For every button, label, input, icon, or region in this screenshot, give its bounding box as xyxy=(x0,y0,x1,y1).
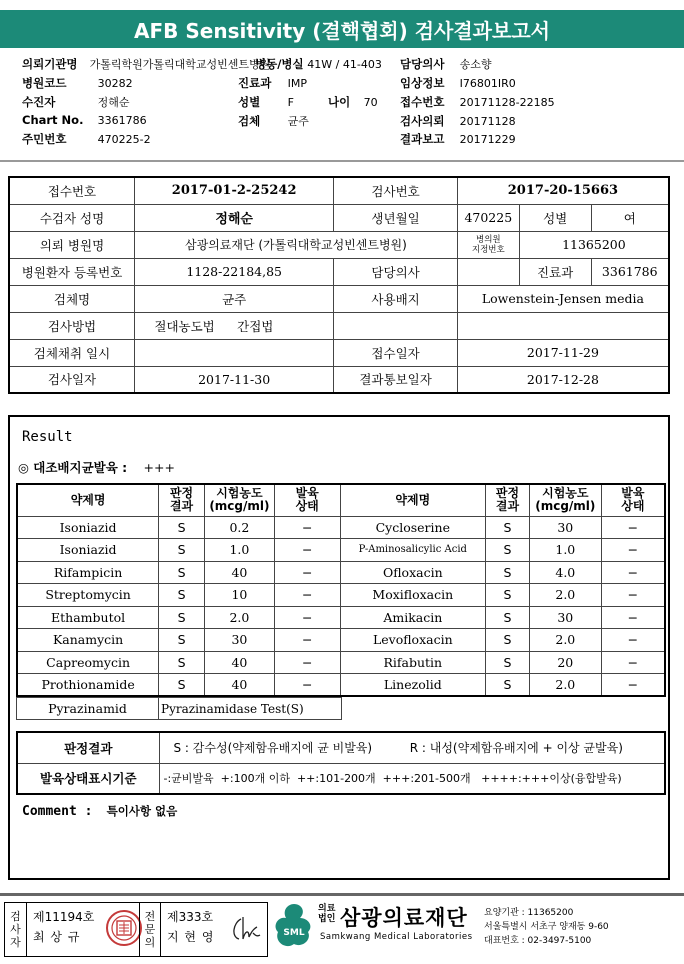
drug-concentration: 1.0 xyxy=(204,539,274,562)
drug-growth: − xyxy=(274,584,340,607)
method-value-1: 절대농도법 xyxy=(134,312,234,339)
ward-label: 병동/병실 xyxy=(255,57,304,71)
signature-box xyxy=(4,902,268,957)
birth-label: 생년월일 xyxy=(334,204,458,231)
judge-legend-text xyxy=(159,732,665,763)
specimen-field xyxy=(238,113,309,129)
comment-value: 특이사항 없음 xyxy=(106,804,178,818)
drug-result: S xyxy=(159,584,205,607)
name-label: 수검자 성명 xyxy=(9,204,134,231)
drug-name: Capreomycin xyxy=(17,651,159,674)
drug-growth: − xyxy=(601,629,665,652)
name-value: 정해순 xyxy=(134,204,333,231)
designated-label-line1: 병의원 xyxy=(475,234,501,245)
drug-growth: − xyxy=(601,674,665,697)
notify-date-label: 결과통보일자 xyxy=(334,366,458,393)
hospital-code-value: 30282 xyxy=(97,77,133,90)
hospital-code-field xyxy=(22,75,133,91)
specimen-value: 균주 xyxy=(287,115,309,128)
drug-name: Rifabutin xyxy=(340,651,486,674)
pza-result: Pyrazinamidase Test(S) xyxy=(159,698,342,720)
receipt-value: 20171128-22185 xyxy=(459,96,555,109)
reg-no-value: 1128-22184,85 xyxy=(134,258,333,285)
drug-growth: − xyxy=(601,561,665,584)
receipt-no-label: 접수번호 xyxy=(9,177,134,204)
drug-concentration: 40 xyxy=(204,561,274,584)
drug-name: Linezolid xyxy=(340,674,486,697)
drug-name: Moxifloxacin xyxy=(340,584,486,607)
pyrazinamide-table xyxy=(16,697,342,720)
sex-label: 성별 xyxy=(238,95,261,109)
drug-name: Streptomycin xyxy=(17,584,159,607)
growth-header xyxy=(601,484,665,516)
drug-concentration: 40 xyxy=(204,651,274,674)
patient-field xyxy=(22,94,130,110)
drug-concentration: 4.0 xyxy=(529,561,601,584)
collect-date-value xyxy=(134,339,333,366)
drug-header: 약제명 xyxy=(17,484,159,516)
info-row xyxy=(9,231,669,258)
conc-header xyxy=(529,484,601,516)
drug-result: S xyxy=(159,606,205,629)
drug-table-header xyxy=(17,484,665,516)
test-no-value: 2017-20-15663 xyxy=(457,177,669,204)
collect-date-label: 검체채취 일시 xyxy=(9,339,134,366)
growth-legend-text: -:균비발육 +:100개 이하 ++:101-200개 +++:201-500개 ++++:+++이상(융합발육) xyxy=(159,763,665,794)
comment-label: Comment : xyxy=(22,804,93,819)
judge-header-line1: 판정 xyxy=(169,486,194,501)
drug-result: S xyxy=(159,516,205,539)
test-no-label: 검사번호 xyxy=(334,177,458,204)
drug-name: Prothionamide xyxy=(17,674,159,697)
growth-header-line2: 상태 xyxy=(295,499,319,514)
drug-concentration: 2.0 xyxy=(204,606,274,629)
drug-name: Kanamycin xyxy=(17,629,159,652)
received-date-label: 접수일자 xyxy=(334,339,458,366)
ward-field xyxy=(255,56,382,72)
department-value: 3361786 xyxy=(591,258,669,285)
judge-header-line2: 결과 xyxy=(495,499,520,514)
specialist-info xyxy=(167,907,214,947)
department-label: 진료과 xyxy=(519,258,591,285)
institution-code: 요양기관 : 11365200 xyxy=(484,908,574,918)
drug-concentration: 2.0 xyxy=(529,584,601,607)
hospital-code-label: 병원코드 xyxy=(22,76,67,90)
drug-concentration: 40 xyxy=(204,674,274,697)
judge-header-line2: 결과 xyxy=(169,499,194,514)
corporation-label-line1: 의료 xyxy=(318,904,336,914)
drug-concentration: 2.0 xyxy=(529,629,601,652)
clinical-label: 임상정보 xyxy=(400,76,445,90)
drug-result: S xyxy=(159,651,205,674)
receipt-field xyxy=(400,94,555,110)
patient-info-table xyxy=(8,176,670,394)
legend-table xyxy=(16,731,666,795)
chart-field xyxy=(22,113,147,127)
drug-result: S xyxy=(159,629,205,652)
info-row xyxy=(9,285,669,312)
result-section xyxy=(8,415,670,880)
drug-row xyxy=(17,606,665,629)
control-symbol: ◎ xyxy=(18,460,29,475)
judge-header xyxy=(486,484,530,516)
drug-name: Amikacin xyxy=(340,606,486,629)
drug-growth: − xyxy=(601,539,665,562)
drug-growth: − xyxy=(601,606,665,629)
info-row xyxy=(9,366,669,393)
sex-value: F xyxy=(287,96,294,109)
request-field xyxy=(400,113,516,129)
result-title: Result xyxy=(22,429,73,445)
drug-concentration: 1.0 xyxy=(529,539,601,562)
drug-concentration: 0.2 xyxy=(204,516,274,539)
drug-result: S xyxy=(486,539,530,562)
conc-header-line2: (mcg/ml) xyxy=(209,499,270,514)
report-date-label: 결과보고 xyxy=(400,132,445,146)
contact-info xyxy=(484,906,609,948)
logo-text: SML xyxy=(283,928,305,938)
designated-no-value: 11365200 xyxy=(519,231,669,258)
conc-header xyxy=(204,484,274,516)
drug-result: S xyxy=(486,561,530,584)
judge-r-text: R : 내성(약제함유배지에 + 이상 균발육) xyxy=(409,741,623,756)
doctor-label: 담당의사 xyxy=(400,57,445,71)
empty-cell xyxy=(457,312,669,339)
specialist-license-no: 제333호 xyxy=(167,910,214,924)
drug-result: S xyxy=(486,629,530,652)
judge-header xyxy=(159,484,205,516)
drug-header: 약제명 xyxy=(340,484,486,516)
drug-sensitivity-table xyxy=(16,483,666,697)
pyrazinamide-row xyxy=(17,698,342,720)
specimen-label: 검체 xyxy=(238,114,261,128)
corporation-label xyxy=(318,904,338,924)
pza-drug: Pyrazinamid xyxy=(17,698,159,720)
growth-header xyxy=(274,484,340,516)
id-label: 주민번호 xyxy=(22,132,67,146)
sex-label-cell: 성별 xyxy=(519,204,591,231)
judge-legend-label: 판정결과 xyxy=(17,732,159,763)
drug-row xyxy=(17,516,665,539)
specimen-name-value: 균주 xyxy=(134,285,333,312)
drug-result: S xyxy=(159,561,205,584)
sex-field xyxy=(238,94,294,110)
hospital-field xyxy=(22,56,270,72)
drug-growth: − xyxy=(274,674,340,697)
tester-info xyxy=(33,907,94,947)
drug-concentration: 2.0 xyxy=(529,674,601,697)
drug-name: Cycloserine xyxy=(340,516,486,539)
drug-name: Rifampicin xyxy=(17,561,159,584)
hospital-value: 가톨릭학원가톨릭대학교성빈센트병원 xyxy=(89,58,271,71)
drug-result: S xyxy=(159,539,205,562)
designated-label xyxy=(457,231,519,258)
dept-field xyxy=(238,75,307,91)
growth-header-line1: 발육 xyxy=(295,486,319,501)
id-value: 470225-2 xyxy=(97,133,151,146)
doctor-field xyxy=(400,56,492,72)
report-date-field xyxy=(400,131,516,147)
drug-name: Isoniazid xyxy=(17,539,159,562)
age-field xyxy=(328,94,378,110)
drug-row xyxy=(17,674,665,697)
conc-header-line1: 시험농도 xyxy=(542,486,589,501)
info-row xyxy=(9,312,669,339)
drug-name: Ethambutol xyxy=(17,606,159,629)
doctor-value: 송소향 xyxy=(459,58,492,71)
drug-result: S xyxy=(486,516,530,539)
foundation-english: Samkwang Medical Laboratories xyxy=(320,932,473,942)
drug-growth: − xyxy=(274,606,340,629)
drug-name: Levofloxacin xyxy=(340,629,486,652)
specimen-name-label: 검체명 xyxy=(9,285,134,312)
legend-row xyxy=(17,732,665,763)
specialist-label: 전 문 의 xyxy=(139,903,161,956)
receipt-no-value: 2017-01-2-25242 xyxy=(134,177,333,204)
drug-row xyxy=(17,539,665,562)
drug-name: P-Aminosalicylic Acid xyxy=(340,539,486,562)
info-row xyxy=(9,204,669,231)
report-title: AFB Sensitivity (결핵협회) 검사결과보고서 xyxy=(0,10,684,48)
designated-label-line2: 지정번호 xyxy=(471,244,505,255)
notify-date-value: 2017-12-28 xyxy=(457,366,669,393)
control-growth xyxy=(18,458,175,476)
signature-icon xyxy=(227,911,263,947)
control-value: +++ xyxy=(143,460,175,475)
drug-growth: − xyxy=(274,651,340,674)
tester-label: 검 사 자 xyxy=(5,903,27,956)
drug-concentration: 30 xyxy=(204,629,274,652)
patient-value: 정해순 xyxy=(97,96,130,109)
drug-growth: − xyxy=(274,561,340,584)
specialist-name: 지 현 영 xyxy=(167,930,215,944)
drug-result: S xyxy=(486,606,530,629)
chart-label: Chart No. xyxy=(22,113,84,127)
corporation-label-line2: 법인 xyxy=(318,914,336,924)
drug-concentration: 30 xyxy=(529,516,601,539)
conc-header-line2: (mcg/ml) xyxy=(535,499,596,514)
info-row xyxy=(9,339,669,366)
growth-header-line1: 발육 xyxy=(621,486,645,501)
request-value: 20171128 xyxy=(459,115,516,128)
drug-result: S xyxy=(159,674,205,697)
header-info xyxy=(0,52,684,162)
ward-value: 41W / 41-403 xyxy=(307,58,382,71)
received-date-value: 2017-11-29 xyxy=(457,339,669,366)
drug-concentration: 10 xyxy=(204,584,274,607)
drug-concentration: 30 xyxy=(529,606,601,629)
foundation-title: 삼광의료재단 xyxy=(340,906,468,930)
tester-name: 최 상 규 xyxy=(33,930,81,944)
hospital-name-value: 삼광의료재단 (가톨릭대학교성빈센트병원) xyxy=(134,231,457,258)
id-field xyxy=(22,131,151,147)
conc-header-line1: 시험농도 xyxy=(216,486,263,501)
chart-value: 3361786 xyxy=(97,114,147,127)
receipt-label: 접수번호 xyxy=(400,95,445,109)
method-label: 검사방법 xyxy=(9,312,134,339)
drug-row xyxy=(17,651,665,674)
attending-doctor-label: 담당의사 xyxy=(334,258,458,285)
phone: 대표번호 : 02-3497-5100 xyxy=(484,936,592,946)
drug-row xyxy=(17,629,665,652)
info-row xyxy=(9,177,669,204)
drug-name: Ofloxacin xyxy=(340,561,486,584)
drug-result: S xyxy=(486,651,530,674)
drug-growth: − xyxy=(274,539,340,562)
drug-growth: − xyxy=(601,584,665,607)
tester-license-no: 제11194호 xyxy=(33,910,95,924)
attending-doctor-value xyxy=(457,258,519,285)
report-date-value: 20171229 xyxy=(459,133,516,146)
drug-growth: − xyxy=(601,516,665,539)
drug-growth: − xyxy=(601,651,665,674)
hospital-label: 의뢰기관명 xyxy=(22,57,78,71)
comment xyxy=(22,803,177,819)
judge-s-text: S : 감수성(약제함유배지에 균 비발육) xyxy=(173,741,373,756)
medium-value: Lowenstein-Jensen media xyxy=(457,285,669,312)
sex-value-cell: 여 xyxy=(591,204,669,231)
medium-label: 사용배지 xyxy=(334,285,458,312)
info-row xyxy=(9,258,669,285)
judge-header-line1: 판정 xyxy=(495,486,520,501)
control-label: 대조배지균발육 : xyxy=(33,460,128,475)
hospital-name-label: 의뢰 병원명 xyxy=(9,231,134,258)
reg-no-label: 병원환자 등록번호 xyxy=(9,258,134,285)
growth-legend-label: 발육상태표시기준 xyxy=(17,763,159,794)
seal-stamp-icon xyxy=(105,909,143,947)
drug-row xyxy=(17,584,665,607)
drug-growth: − xyxy=(274,516,340,539)
method-value-2: 간접법 xyxy=(234,312,334,339)
test-date-label: 검사일자 xyxy=(9,366,134,393)
dept-label: 진료과 xyxy=(238,76,272,90)
clinical-field xyxy=(400,75,516,91)
birth-value: 470225 xyxy=(457,204,519,231)
dept-value: IMP xyxy=(287,77,308,90)
drug-growth: − xyxy=(274,629,340,652)
growth-header-line2: 상태 xyxy=(621,499,645,514)
legend-row xyxy=(17,763,665,794)
drug-result: S xyxy=(486,674,530,697)
drug-row xyxy=(17,561,665,584)
drug-name: Isoniazid xyxy=(17,516,159,539)
test-date-value: 2017-11-30 xyxy=(134,366,333,393)
age-label: 나이 xyxy=(328,95,351,109)
request-label: 검사의뢰 xyxy=(400,114,445,128)
clinical-value: I76801IR0 xyxy=(459,77,516,90)
age-value: 70 xyxy=(363,96,378,109)
empty-cell xyxy=(334,312,458,339)
sml-logo-icon xyxy=(272,902,316,952)
footer xyxy=(0,893,684,959)
drug-concentration: 20 xyxy=(529,651,601,674)
address: 서울특별시 서초구 양재동 9-60 xyxy=(484,922,609,932)
patient-label: 수진자 xyxy=(22,95,56,109)
drug-result: S xyxy=(486,584,530,607)
